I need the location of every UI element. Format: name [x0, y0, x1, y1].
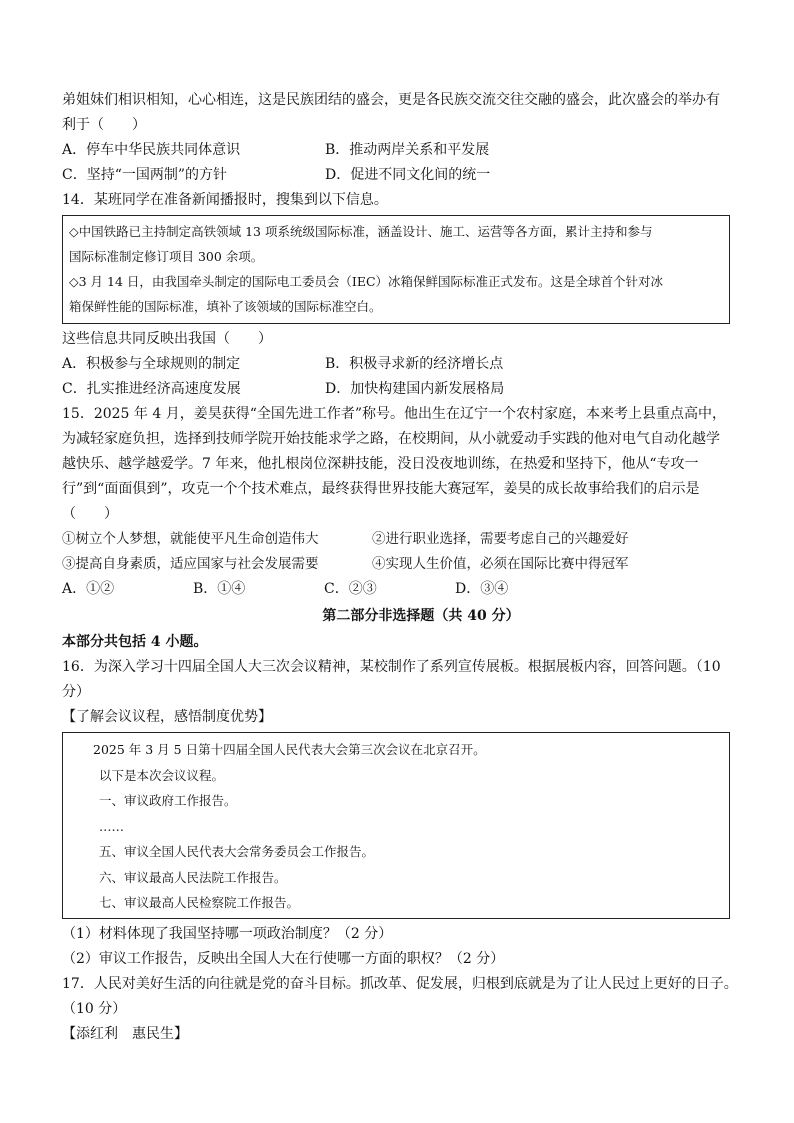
q15-stem-line3: 越快乐、越学越爱学。7 年来，他扎根岗位深耕技能，没日没夜地训练，在热爱和坚持下，他从“专攻一	[62, 456, 699, 472]
q14-box-line2: 国际标准制定修订项目 300 余项。	[69, 249, 264, 264]
q16-stem-line2: 分）	[62, 684, 90, 700]
q15-option-d: D．③④	[455, 581, 509, 597]
q16-sub-question-1: （1）材料体现了我国坚持哪一项政治制度？（2 分）	[62, 925, 393, 942]
q13-options-row1	[62, 138, 730, 163]
q16-section-heading: 【了解会议议程，感悟制度优势】	[62, 709, 272, 725]
q17-section-heading: 【添红利 惠民生】	[62, 1025, 188, 1042]
q14-options-row1	[62, 352, 730, 377]
q13-option-a: A．停车中华民族共同体意识	[62, 142, 241, 158]
part2-title: 第二部分非选择题（共 40 分）	[322, 608, 520, 624]
q14-option-a: A．积极参与全球规则的制定	[62, 356, 241, 372]
q15-statement-3: ③提高自身素质，适应国家与社会发展需要	[62, 556, 319, 572]
q14-option-c: C．扎实推进经济高速度发展	[62, 381, 241, 397]
q15-statement-2: ②进行职业选择，需要考虑自己的兴趣爱好	[372, 531, 629, 547]
q15-statements-row1	[62, 527, 730, 552]
part2-subtitle: 本部分共包括 4 小题。	[62, 634, 208, 650]
q14-box-line1: ◇中国铁路已主持制定高铁领域 13 项系统级国际标准，涵盖设计、施工、运营等各方面，累计主持和参与	[69, 224, 653, 239]
q15-stem-line2: 为减轻家庭负担，选择到技师学院开始技能求学之路，在校期间，从小就爱动手实践的他对电气自动化越学	[62, 431, 720, 447]
q16-stem-line1: 16．为深入学习十四届全国人大三次会议精神，某校制作了系列宣传展板。根据展板内容，回答问题。（10	[62, 659, 721, 675]
q13-option-d: D．促进不同文化间的统一	[325, 167, 491, 183]
q15-options	[62, 577, 730, 602]
q16-box-line2: 以下是本次会议议程。	[99, 767, 225, 783]
q16-agenda-box	[62, 732, 730, 919]
q16-box-line5: 五、审议全国人民代表大会常务委员会工作报告。	[99, 844, 375, 859]
q15-option-b: B．①④	[193, 581, 246, 597]
q14-stem: 14．某班同学在准备新闻播报时，搜集到以下信息。	[62, 192, 388, 208]
q14-option-b: B．积极寻求新的经济增长点	[325, 356, 504, 372]
q16-box-line7: 七、审议最高人民检察院工作报告。	[99, 895, 300, 910]
q13-options-row2	[62, 163, 730, 188]
q15-stem-line4: 行”到“面面俱到”，攻克一个个技术难点，最终获得世界技能大赛冠军，姜昊的成长故事给我们的启示是	[62, 481, 700, 497]
q14-box-line4: 箱保鲜性能的国际标准，填补了该领域的国际标准空白。	[69, 299, 382, 314]
q13-option-b: B．推动两岸关系和平发展	[325, 142, 490, 158]
q15-stem-line5: （ ）	[62, 506, 118, 522]
q16-box-line3: 一、审议政府工作报告。	[99, 793, 237, 808]
q15-statement-4: ④实现人生价值，必须在国际比赛中得冠军	[372, 556, 629, 572]
q15-option-c: C．②③	[324, 581, 377, 597]
q15-statement-1: ①树立个人梦想，就能使平凡生命创造伟大	[62, 531, 319, 547]
q15-option-a: A．①②	[62, 581, 115, 597]
q16-box-line4: ……	[99, 818, 124, 834]
q17-stem-line1: 17．人民对美好生活的向往就是党的奋斗目标。抓改革、促发展，归根到底就是为了让人民过上更好的日子。	[62, 975, 738, 992]
q14-box-line3: ◇3 月 14 日，由我国牵头制定的国际电工委员会（IEC）冰箱保鲜国际标准正式发布。这是全球首个针对冰	[69, 274, 664, 289]
q17-stem-line2: （10 分）	[62, 1000, 127, 1017]
q14-option-d: D．加快构建国内新发展格局	[325, 381, 505, 397]
q16-box-line1: 2025 年 3 月 5 日第十四届全国人民代表大会第三次会议在北京召开。	[93, 742, 486, 757]
q14-question: 这些信息共同反映出我国（ ）	[62, 331, 272, 347]
q13-option-c: C．坚持“一国两制”的方针	[62, 167, 228, 183]
q16-sub-question-2: （2）审议工作报告，反映出全国人大在行使哪一方面的职权？（2 分）	[62, 950, 505, 967]
q16-box-line6: 六、审议最高人民法院工作报告。	[99, 869, 287, 885]
q15-statements-row2	[62, 552, 730, 577]
q14-options-row2	[62, 377, 730, 402]
q14-material-box	[62, 215, 730, 324]
q13-stem-line1: 弟姐妹们相识相知，心心相连，这是民族团结的盛会，更是各民族交流交往交融的盛会，此次盛会的举办有	[62, 92, 720, 108]
q15-stem-line1: 15．2025 年 4 月，姜昊获得“全国先进工作者”称号。他出生在辽宁一个农村家庭，本来考上县重点高中，	[62, 406, 727, 422]
exam-page	[62, 88, 738, 1047]
q13-stem-line2: 利于（ ）	[62, 117, 146, 133]
